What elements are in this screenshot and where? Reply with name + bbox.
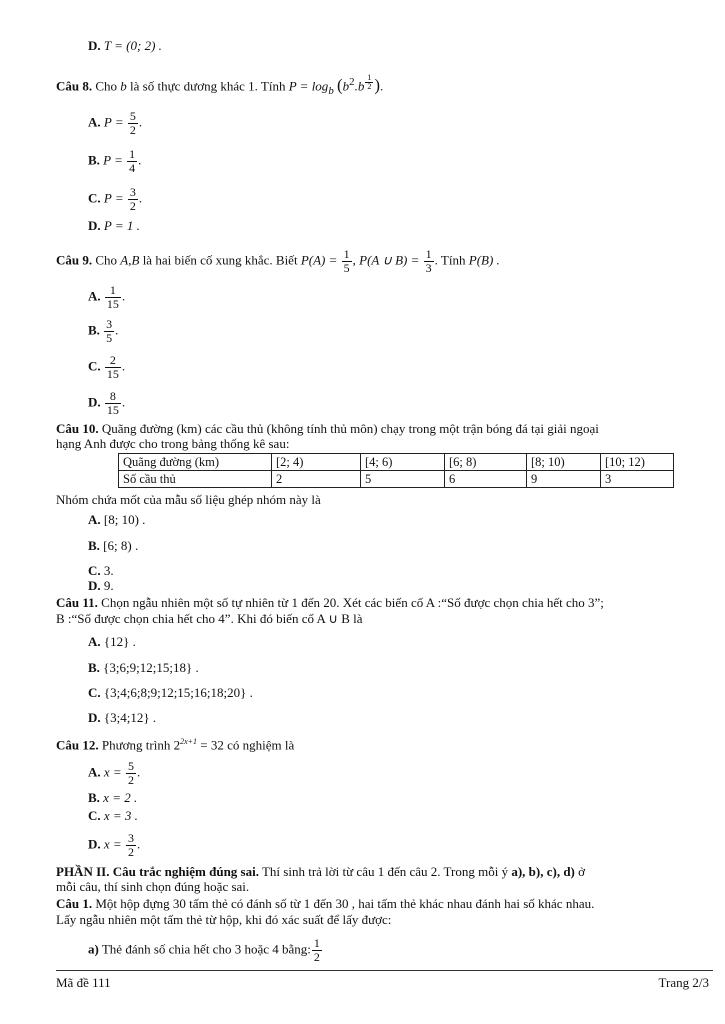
- table-cell: [10; 12): [601, 454, 674, 471]
- q9-option-a: A. $\frac{1}{15}$ .: [88, 283, 126, 311]
- q8-stem: Câu 8. Cho b là số thực dương khác 1. Tính $P = \log_b (b^2.b$ $^{\frac{1}{2}}$ ).: [56, 73, 384, 97]
- table-cell: [8; 10): [527, 454, 601, 471]
- q9-option-d: D. $\frac{8}{15}$ .: [88, 389, 126, 417]
- q10-option-c: C. 3.: [88, 563, 114, 578]
- q12-option-d: D. x = $\frac{3}{2}$ .: [88, 831, 141, 859]
- q8-option-d: D. P = 1 .: [88, 218, 140, 233]
- footer-page-number: Trang 2/3: [658, 975, 709, 990]
- q11-option-a: A. {12} .: [88, 634, 136, 649]
- table-cell: Quãng đường (km): [119, 454, 272, 471]
- table-cell: Số cầu thủ: [119, 471, 272, 488]
- q11-option-c: C. {3;4;6;8;9;12;15;16;18;20} .: [88, 685, 253, 700]
- q12-option-b: B. x = 2 .: [88, 790, 138, 805]
- q9-option-b: B. $\frac{3}{5}$ .: [88, 317, 119, 345]
- table-cell: [4; 6): [361, 454, 445, 471]
- q12-option-a: A. x = $\frac{5}{2}$ .: [88, 759, 141, 787]
- q8-option-c: C. P = $\frac{3}{2}$ .: [88, 185, 143, 213]
- table-cell: 9: [527, 471, 601, 488]
- table-cell: 6: [445, 471, 527, 488]
- table-cell: [2; 4): [272, 454, 361, 471]
- q8-option-a: A. P = $\frac{5}{2}$ .: [88, 109, 143, 137]
- q10-table: [118, 453, 674, 488]
- q10-option-b: B. [6; 8) .: [88, 538, 139, 553]
- part2-c1-line2: Lấy ngẫu nhiên một tấm thẻ từ hộp, khi đó xác suất để lấy được:: [56, 912, 392, 927]
- q11-option-d: D. {3;4;12} .: [88, 710, 157, 725]
- q11-stem-line1: Câu 11. Chọn ngẫu nhiên một số tự nhiên từ 1 đến 20. Xét các biến cố A :“Số được chọn chia hết cho 3”;: [56, 595, 604, 610]
- q11-stem-line2: B :“Số được chọn chia hết cho 4”. Khi đó biến cố A ∪ B là: [56, 611, 363, 626]
- footer-exam-code: Mã đề 111: [56, 975, 111, 990]
- part2-intro-line2: mỗi câu, thí sinh chọn đúng hoặc sai.: [56, 879, 250, 894]
- q10-stem-line1: Câu 10. Quãng đường (km) các cầu thủ (không tính thủ môn) chạy trong một trận bóng đá tại giải ngoại: [56, 421, 599, 436]
- q8-option-b: B. P = $\frac{1}{4}$ .: [88, 147, 142, 175]
- footer-divider: [56, 970, 713, 971]
- part2-c1-item-a: a) Thẻ đánh số chia hết cho 3 hoặc 4 bằng: $\frac{1}{2}$: [88, 936, 320, 964]
- q11-option-b: B. {3;6;9;12;15;18} .: [88, 660, 199, 675]
- table-cell: 3: [601, 471, 674, 488]
- table-cell: [6; 8): [445, 454, 527, 471]
- q12-stem: Câu 12. Phương trình $2^{2x+1} = 32$ có nghiệm là: [56, 737, 295, 753]
- table-row: [119, 471, 674, 488]
- q12-option-c: C. x = 3 .: [88, 808, 138, 823]
- table-cell: 5: [361, 471, 445, 488]
- table-cell: 2: [272, 471, 361, 488]
- q10-stem-line2: hạng Anh được cho trong bảng thống kê sau:: [56, 436, 290, 451]
- q10-option-d: D. 9.: [88, 578, 114, 593]
- part2-c1-line1: Câu 1. Một hộp đựng 30 tấm thẻ có đánh số từ 1 đến 30 , hai tấm thẻ khác nhau đánh hai số khác nhau.: [56, 896, 595, 911]
- q10-option-a: A. [8; 10) .: [88, 512, 146, 527]
- q7-option-d: D. T = (0; 2) .: [88, 38, 162, 53]
- q9-option-c: C. $\frac{2}{15}$ .: [88, 353, 126, 381]
- table-row: [119, 454, 674, 471]
- q9-stem: Câu 9. Cho A,B là hai biến cố xung khắc. Biết P(A) = $\frac{1}{5}$ , P(A ∪ B) = $\frac{1}{3}$ . Tính P(B) .: [56, 247, 500, 275]
- part2-intro-line1: PHẦN II. Câu trắc nghiệm đúng sai. Thí sinh trả lời từ câu 1 đến câu 2. Trong mỗi ý a), b), c), d) ở: [56, 864, 585, 879]
- q10-question: Nhóm chứa mốt của mẫu số liệu ghép nhóm này là: [56, 492, 321, 507]
